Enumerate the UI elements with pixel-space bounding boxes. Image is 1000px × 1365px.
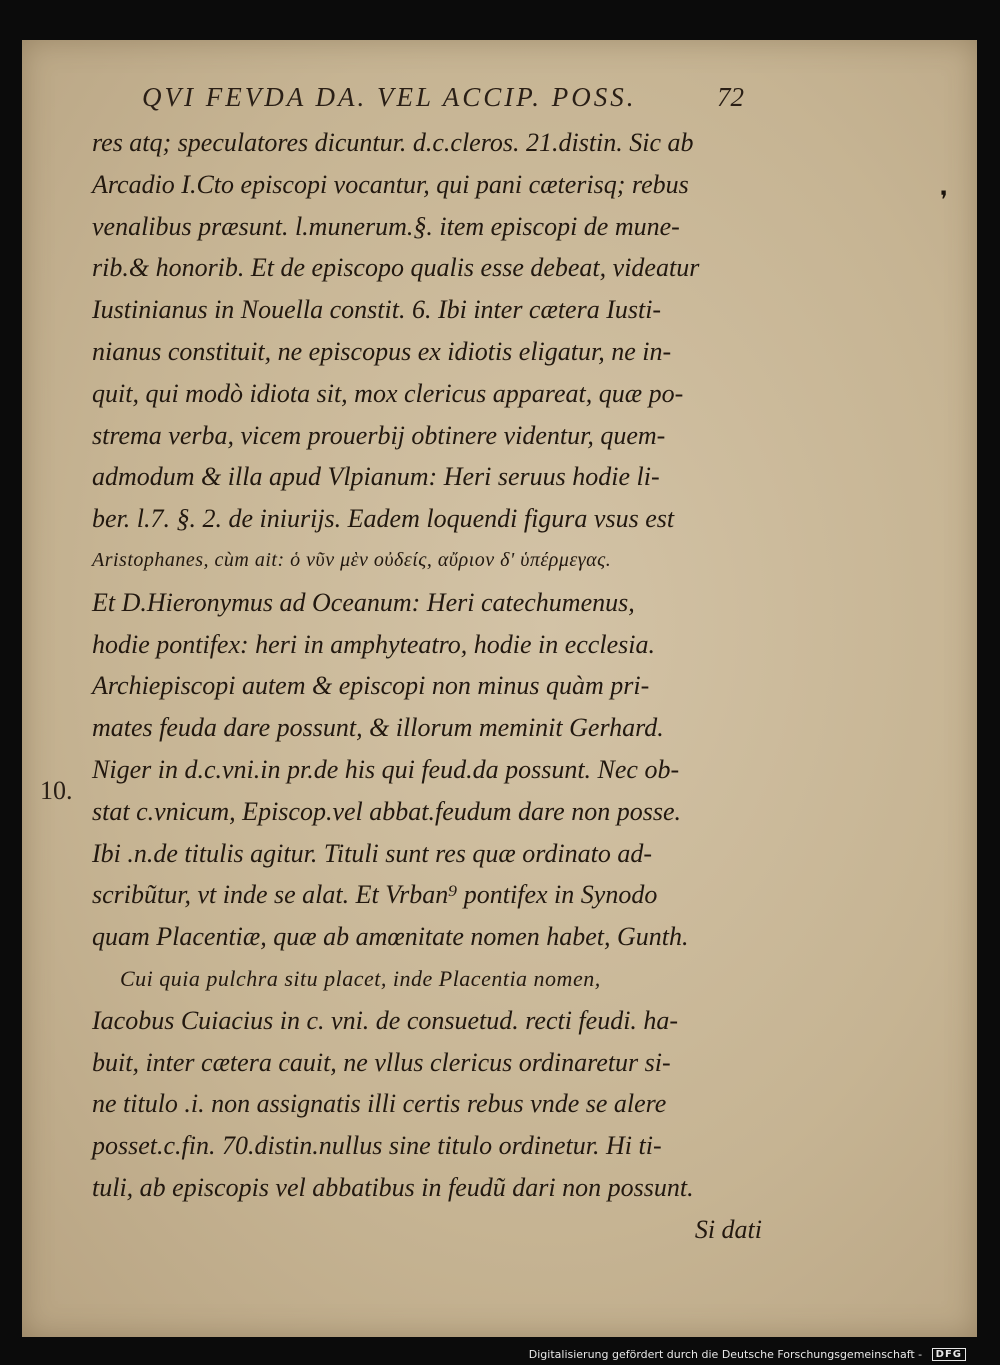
text-line: quam Placentiæ, quæ ab amœnitate nomen habet, Gunth. — [92, 922, 689, 952]
verse-quotation-line: Cui quia pulchra situ placet, inde Placentia nomen, — [120, 965, 601, 991]
text-line: quit, qui modò idiota sit, mox clericus appareat, quæ po- — [92, 378, 684, 408]
body-text — [92, 122, 762, 1251]
text-line: posset.c.fin. 70.distin.nullus sine titulo ordinetur. Hi ti- — [92, 1131, 662, 1161]
text-line: stat c.vnicum, Episcop.vel abbat.feudum dare non posse. — [92, 796, 681, 826]
book-page — [22, 40, 977, 1337]
ink-speck-mark: ❜ — [940, 186, 948, 214]
text-line: hodie pontifex: heri in amphyteatro, hodie in ecclesia. — [92, 629, 655, 659]
text-line: Ibi .n.de titulis agitur. Tituli sunt res quæ ordinato ad- — [92, 838, 653, 868]
text-line: rib.& honorib. Et de episcopo qualis esse debeat, videatur — [92, 253, 700, 283]
text-line: res atq; speculatores dicuntur. d.c.cleros. 21.distin. Sic ab — [92, 128, 694, 157]
text-line: tuli, ab episcopis vel abbatibus in feudũ dari non possunt. — [92, 1172, 694, 1202]
text-line: strema verba, vicem prouerbij obtinere videntur, quem- — [92, 420, 666, 450]
marginal-number: 10. — [40, 776, 73, 805]
text-line: ne titulo .i. non assignatis illi certis rebus vnde se alere — [92, 1089, 667, 1119]
text-line: admodum & illa apud Vlpianum: Heri seruus hodie li- — [92, 462, 660, 492]
text-line: Et D.Hieronymus ad Oceanum: Heri catechumenus, — [92, 587, 635, 617]
running-head: QVI FEVDA DA. VEL ACCIP. POSS. — [142, 82, 637, 112]
text-line: Iustinianus in Nouella constit. 6. Ibi inter cætera Iusti- — [92, 295, 662, 325]
text-line: mates feuda dare possunt, & illorum meminit Gerhard. — [92, 713, 664, 743]
text-line: ber. l.7. §. 2. de iniurijs. Eadem loquendi figura vsus est — [92, 504, 675, 534]
catchword: Si dati — [694, 1214, 762, 1244]
text-line: buit, inter cætera cauit, ne vllus clericus ordinaretur si- — [92, 1047, 671, 1077]
text-line: scribũtur, vt inde se alat. Et Vrban⁹ pontifex in Synodo — [92, 880, 658, 910]
text-line: Niger in d.c.vni.in pr.de his qui feud.da possunt. Nec ob- — [92, 754, 680, 784]
digitization-credit — [529, 1348, 966, 1362]
greek-quotation-line: Aristophanes, cùm ait: ὁ νῦν μὲν οὐδείς, αὔριον δ' ὑπέρμεγας. — [92, 548, 612, 571]
text-line: Arcadio I.Cto episcopi vocantur, qui pani cæterisq; rebus — [92, 169, 689, 199]
page-number: 72 — [717, 82, 744, 112]
text-line: Iacobus Cuiacius in c. vni. de consuetud. recti feudi. ha- — [92, 1005, 679, 1035]
text-line: Archiepiscopi autem & episcopi non minus quàm pri- — [92, 671, 650, 701]
text-line: nianus constituit, ne episcopus ex idiotis eligatur, ne in- — [92, 336, 672, 366]
credit-text: Digitalisierung gefördert durch die Deutsche Forschungsgemeinschaft - — [528, 1347, 923, 1361]
text-line: venalibus præsunt. l.munerum.§. item episcopi de mune- — [92, 211, 680, 241]
dfg-logo: DFG — [932, 1348, 966, 1361]
